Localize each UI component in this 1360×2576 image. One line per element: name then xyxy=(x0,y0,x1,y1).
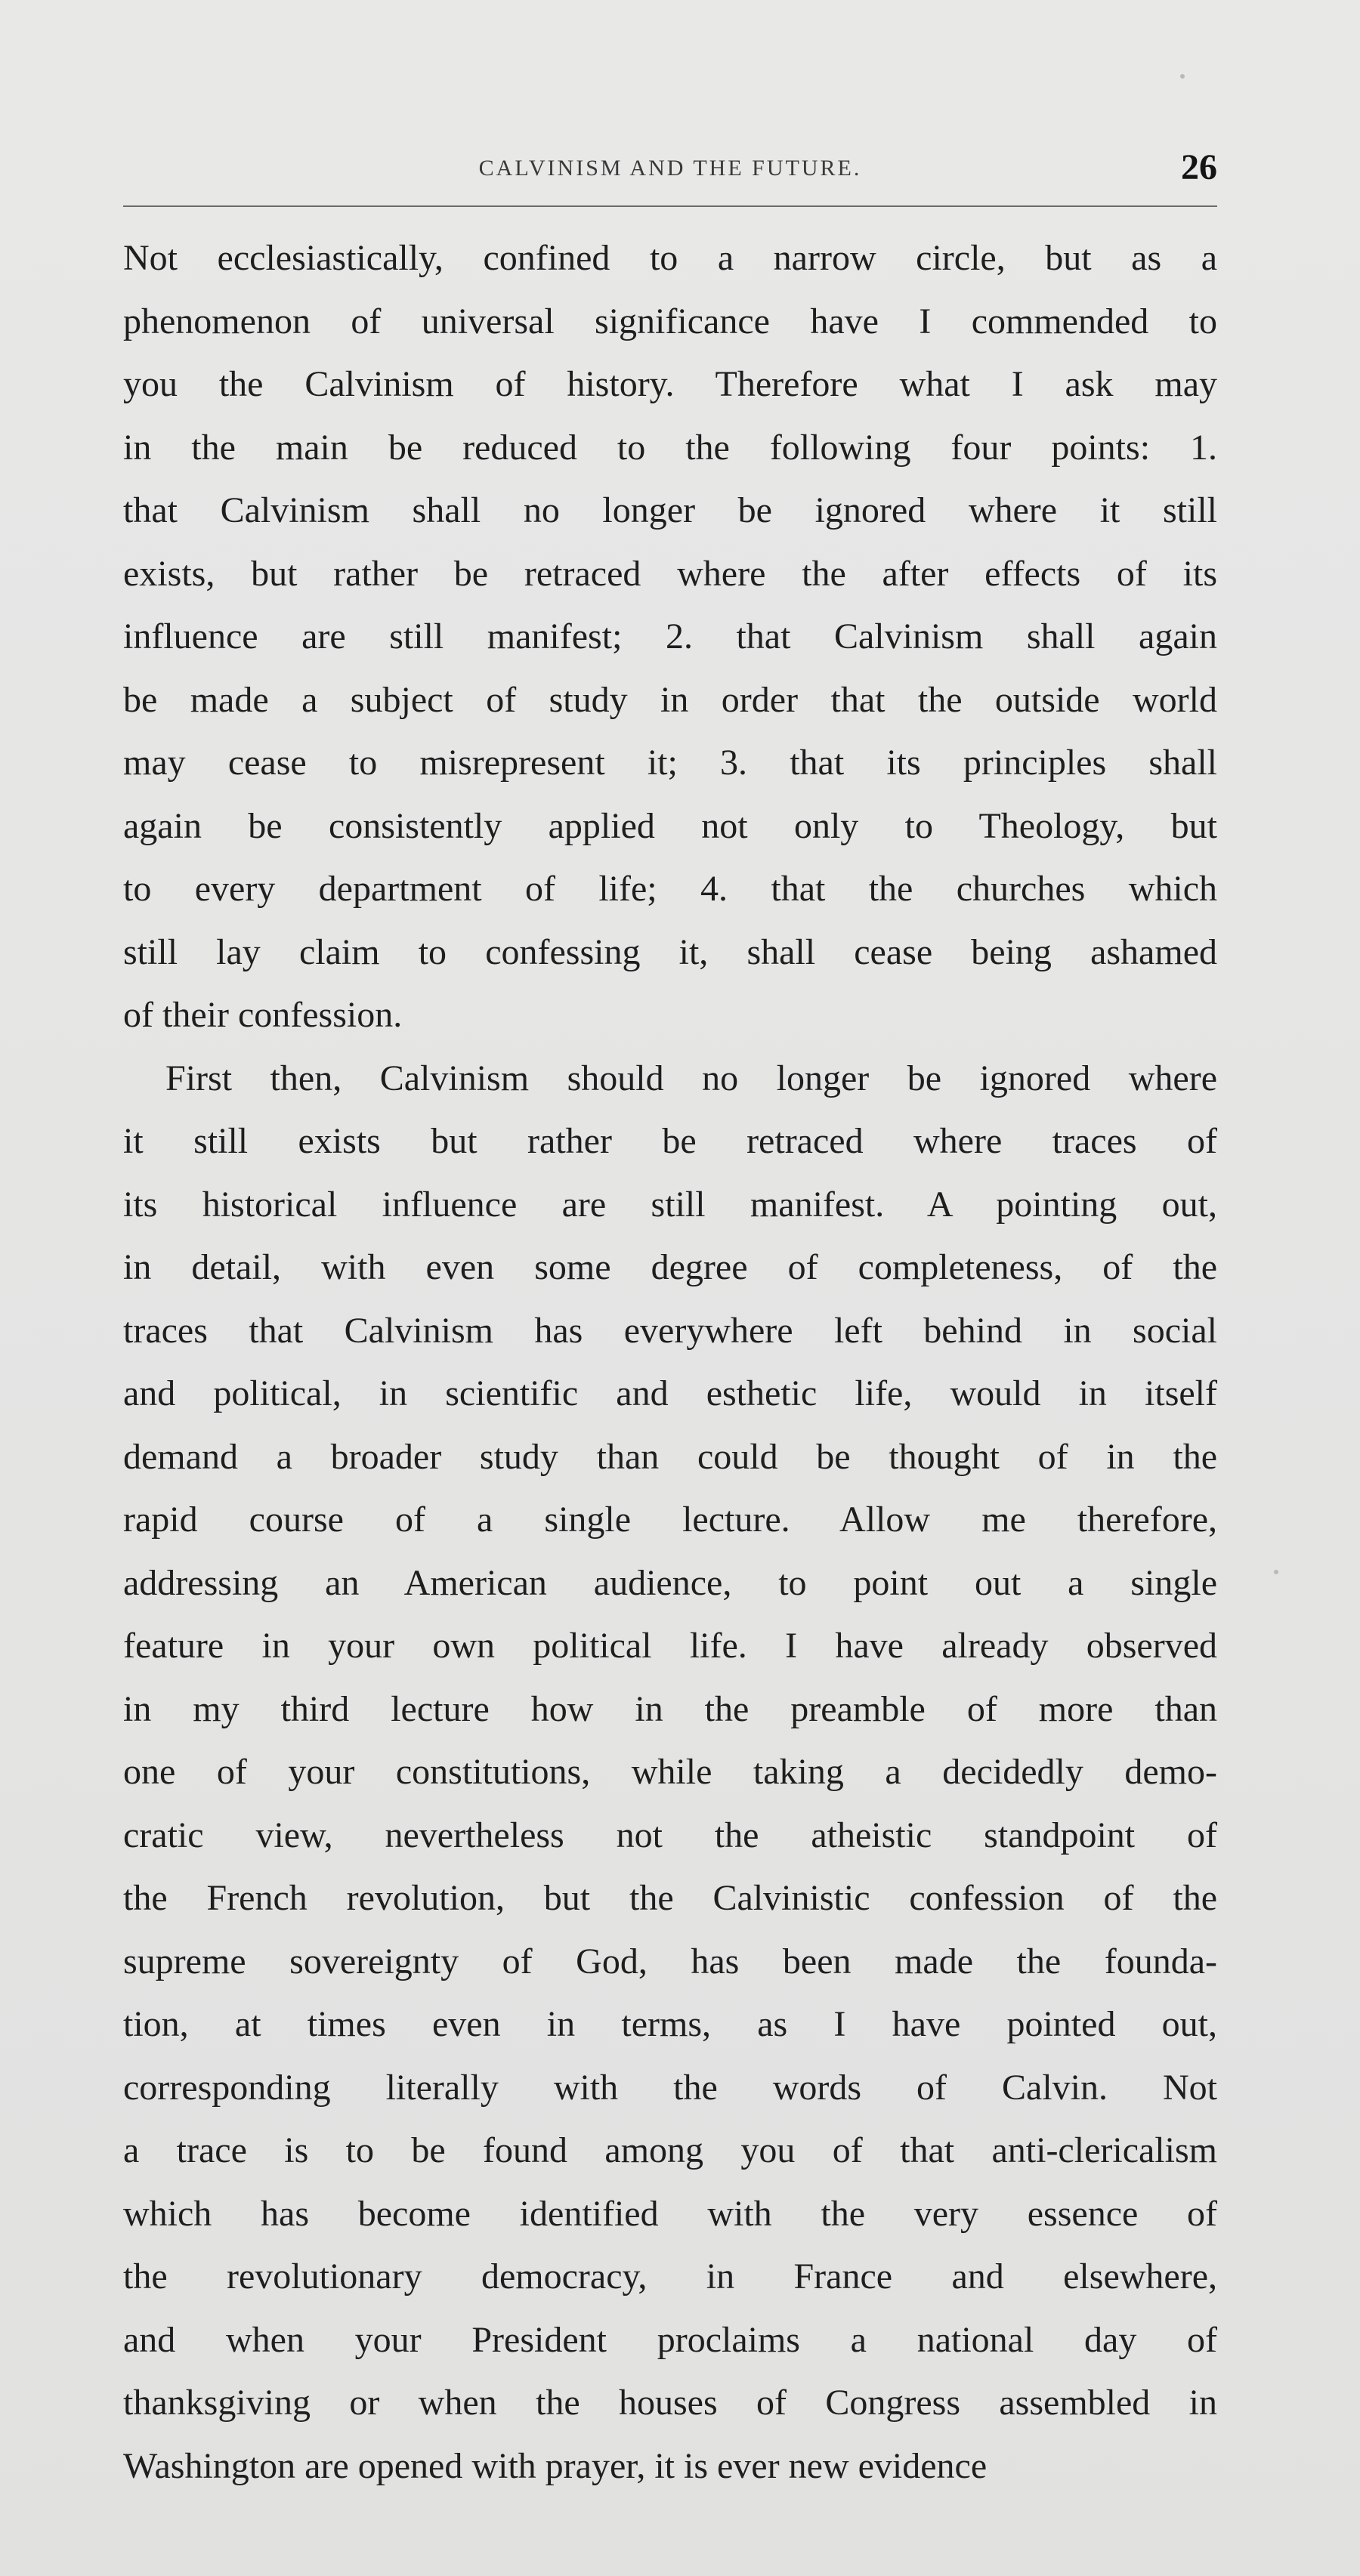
text-line: thanksgiving or when the houses of Congress assembled in xyxy=(123,2383,1217,2423)
text-line: to every department of life; 4. that the churches which xyxy=(123,869,1217,909)
text-line: Washington are opened with prayer, it is ever new evidence xyxy=(123,2445,988,2486)
text-line: traces that Calvinism has everywhere left behind in social xyxy=(123,1310,1217,1351)
text-line: a trace is to be found among you of that anti-clericalism xyxy=(123,2130,1217,2170)
text-line: corresponding literally with the words of Calvin. Not xyxy=(123,2067,1217,2108)
text-line: and when your President proclaims a national day of xyxy=(123,2319,1217,2360)
text-line: rapid course of a single lecture. Allow me therefore, xyxy=(123,1500,1217,1540)
text-line: of their confession. xyxy=(123,995,403,1035)
header-rule xyxy=(123,205,1217,207)
text-line: the revolutionary democracy, in France and elsewhere, xyxy=(123,2256,1217,2296)
text-line: tion, at times even in terms, as I have pointed out, xyxy=(123,2004,1217,2044)
text-line: its historical influence are still manifest. A pointing out, xyxy=(123,1184,1217,1225)
text-line: cratic view, nevertheless not the atheistic standpoint of xyxy=(123,1815,1217,1855)
text-line: you the Calvinism of history. Therefore what I ask may xyxy=(123,364,1217,404)
paper-speck xyxy=(1274,1570,1278,1574)
text-line: the French revolution, but the Calvinistic confession of the xyxy=(123,1878,1217,1918)
text-line: influence are still manifest; 2. that Calvinism shall again xyxy=(123,616,1217,656)
text-line: supreme sovereignty of God, has been made the founda- xyxy=(123,1941,1217,1981)
page-number: 26 xyxy=(1181,147,1217,187)
text-line: may cease to misrepresent it; 3. that its principles shall xyxy=(123,743,1217,783)
text-line: exists, but rather be retraced where the after effects of its xyxy=(123,553,1217,594)
text-line: again be consistently applied not only to Theology, but xyxy=(123,805,1217,846)
running-title: CALVINISM AND THE FUTURE. xyxy=(478,156,862,181)
text-line: demand a broader study than could be thought of in the xyxy=(123,1436,1217,1477)
text-line: First then, Calvinism should no longer be ignored where xyxy=(165,1058,1217,1098)
paper-speck xyxy=(1180,74,1185,79)
text-line: which has become identified with the very essence of xyxy=(123,2193,1217,2234)
page-header xyxy=(123,147,1217,204)
text-line: and political, in scientific and esthetic life, would in itself xyxy=(123,1373,1217,1413)
text-line: it still exists but rather be retraced where traces of xyxy=(123,1121,1217,1161)
paragraph xyxy=(123,1047,1217,2498)
text-line: in the main be reduced to the following four points: 1. xyxy=(123,427,1217,468)
text-line: that Calvinism shall no longer be ignored where it still xyxy=(123,490,1217,530)
text-line: in detail, with even some degree of completeness, of the xyxy=(123,1247,1217,1287)
text-line: addressing an American audience, to point out a single xyxy=(123,1562,1217,1603)
text-line: in my third lecture how in the preamble of more than xyxy=(123,1688,1217,1729)
paragraph xyxy=(123,227,1217,1047)
text-line: one of your constitutions, while taking a decidedly demo- xyxy=(123,1752,1217,1792)
text-line: still lay claim to confessing it, shall cease being ashamed xyxy=(123,931,1217,972)
text-line: be made a subject of study in order that the outside world xyxy=(123,679,1217,720)
text-line: feature in your own political life. I have already observed xyxy=(123,1626,1217,1666)
text-line: phenomenon of universal significance have I commended to xyxy=(123,301,1217,341)
text-line: Not ecclesiastically, confined to a narrow circle, but as a xyxy=(123,238,1217,278)
body-text xyxy=(123,227,1217,2497)
